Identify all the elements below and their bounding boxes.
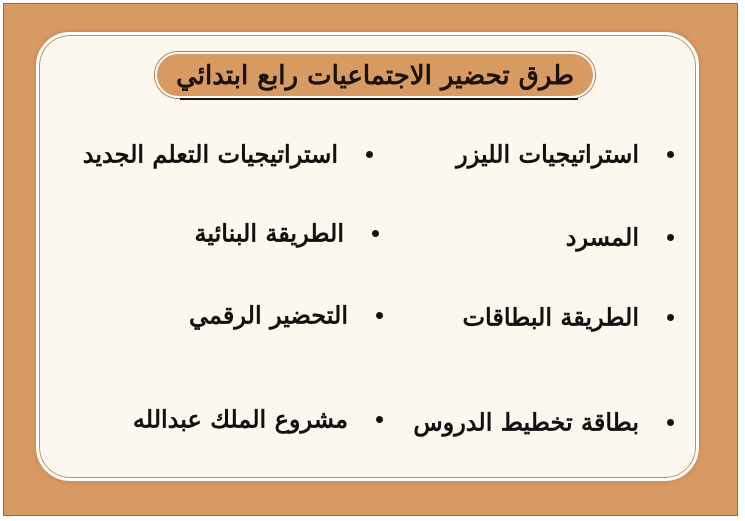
- bullet-icon: [667, 419, 674, 426]
- list-item: استراتيجيات التعلم الجديد: [83, 135, 373, 171]
- list-item: المسرد: [566, 218, 674, 254]
- list-item: التحضير الرقمي: [189, 296, 383, 332]
- bullet-icon: [372, 230, 379, 237]
- bullet-icon: [366, 151, 373, 158]
- list-item: استراتيجيات الليزر: [456, 135, 674, 171]
- list-item: الطريقة البنائية: [194, 214, 379, 250]
- list-item: بطاقة تخطيط الدروس: [413, 403, 674, 439]
- bullet-icon: [376, 312, 383, 319]
- bullet-icon: [667, 234, 674, 241]
- list-item: مشروع الملك عبدالله: [133, 400, 383, 436]
- bullet-icon: [667, 151, 674, 158]
- bullet-icon: [376, 416, 383, 423]
- page-title: طرق تحضير الاجتماعيات رابع ابتدائي: [176, 61, 574, 91]
- title-underline: [180, 98, 578, 100]
- list-item: الطريقة البطاقات: [462, 298, 674, 334]
- bullet-icon: [667, 314, 674, 321]
